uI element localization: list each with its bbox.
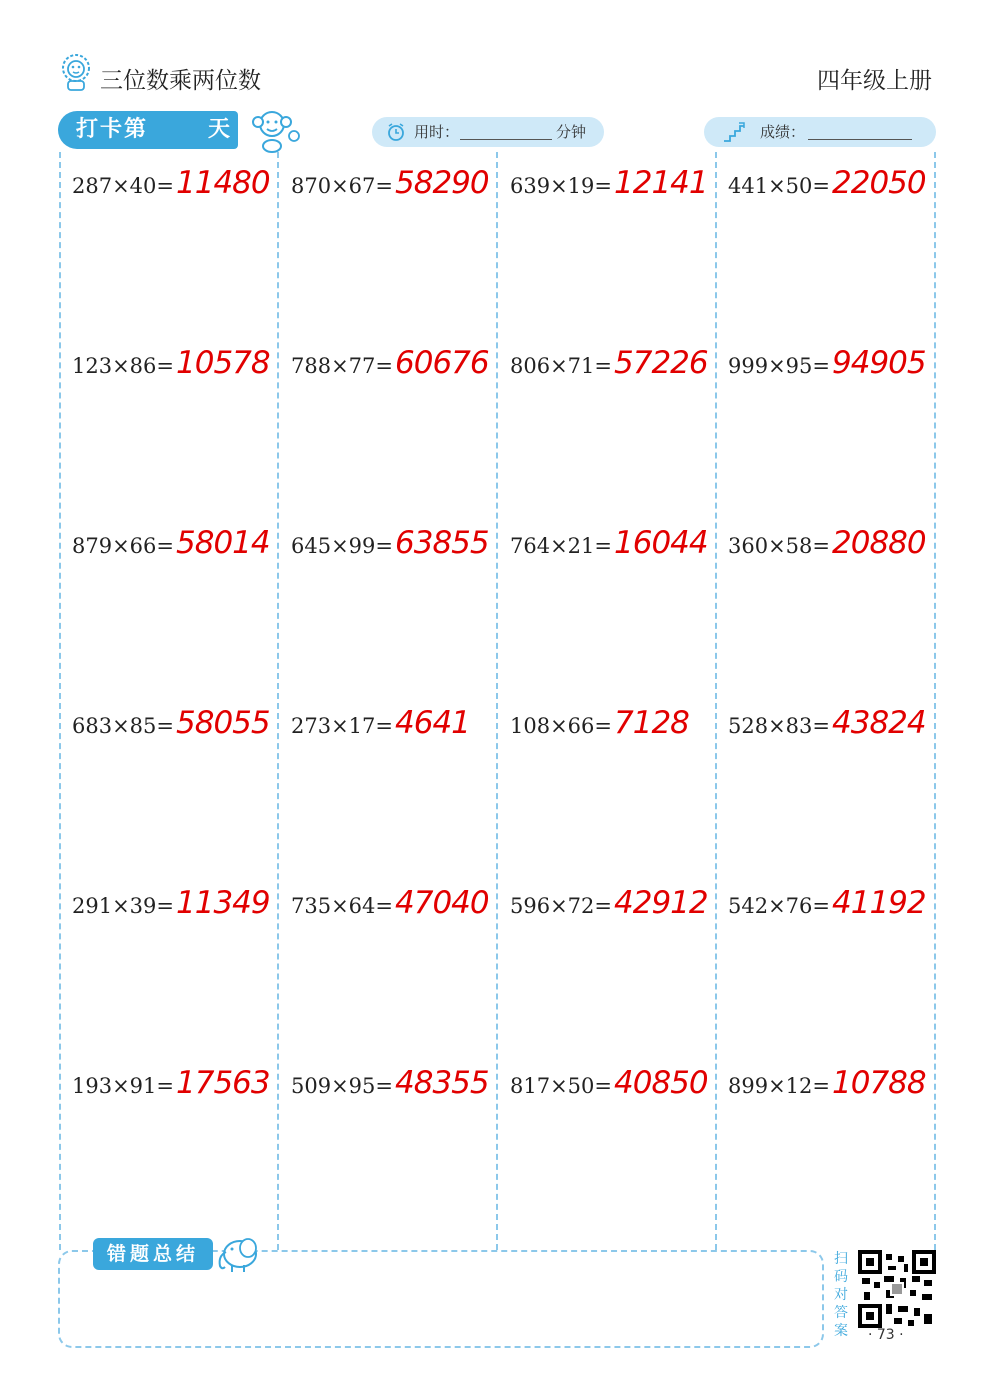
monkey-icon (248, 104, 304, 154)
column-divider (715, 152, 717, 1250)
problem-question: 870×67= (291, 174, 393, 198)
problem-item (728, 345, 926, 381)
stairs-icon (722, 121, 746, 143)
page-title: 三位数乘两位数 (100, 68, 261, 94)
handwritten-answer: 7128 (614, 705, 689, 741)
problem-item (728, 1065, 926, 1101)
handwritten-answer: 12141 (614, 165, 708, 201)
handwritten-answer: 11480 (176, 165, 270, 201)
problem-question: 596×72= (510, 894, 612, 918)
problem-question: 683×85= (72, 714, 174, 738)
handwritten-answer: 17563 (176, 1065, 270, 1101)
problem-question: 108×66= (510, 714, 612, 738)
handwritten-answer: 58290 (395, 165, 489, 201)
problem-item (291, 345, 489, 381)
problem-question: 291×39= (72, 894, 174, 918)
handwritten-answer: 4641 (395, 705, 470, 741)
problem-item (72, 885, 270, 921)
handwritten-answer: 16044 (614, 525, 708, 561)
checkin-label: 打卡第 (76, 117, 149, 142)
problem-question: 441×50= (728, 174, 830, 198)
column-divider (496, 152, 498, 1250)
problem-item (510, 1065, 708, 1101)
handwritten-answer: 10578 (176, 345, 270, 381)
problem-question: 287×40= (72, 174, 174, 198)
problem-item (72, 345, 270, 381)
handwritten-answer: 60676 (395, 345, 489, 381)
column-divider (59, 152, 61, 1250)
mistake-summary-label: 错题总结 (93, 1238, 213, 1270)
handwritten-answer: 58014 (176, 525, 270, 561)
handwritten-answer: 57226 (614, 345, 708, 381)
handwritten-answer: 11349 (176, 885, 270, 921)
problem-question: 999×95= (728, 354, 830, 378)
problem-item (510, 705, 689, 741)
problem-item (291, 525, 489, 561)
problem-item (72, 525, 270, 561)
clock-icon (386, 122, 406, 142)
problem-question: 899×12= (728, 1074, 830, 1098)
handwritten-answer: 43824 (832, 705, 926, 741)
problem-item (728, 885, 926, 921)
handwritten-answer: 48355 (395, 1065, 489, 1101)
scan-caption: 扫码对答案 (834, 1251, 848, 1339)
problem-item (72, 165, 270, 201)
problem-item (510, 885, 708, 921)
problem-question: 542×76= (728, 894, 830, 918)
problem-item (510, 165, 708, 201)
time-unit: 分钟 (556, 123, 587, 141)
problem-question: 806×71= (510, 354, 612, 378)
score-blank[interactable] (808, 121, 912, 140)
time-blank[interactable] (460, 121, 552, 140)
handwritten-answer: 41192 (832, 885, 926, 921)
problem-question: 817×50= (510, 1074, 612, 1098)
grade-label: 四年级上册 (817, 68, 932, 94)
checkin-tab (58, 111, 238, 149)
column-divider (277, 152, 279, 1250)
score-label: 成绩： (760, 123, 806, 141)
time-field (372, 117, 604, 147)
handwritten-answer: 20880 (832, 525, 926, 561)
problem-item (72, 1065, 270, 1101)
handwritten-answer: 40850 (614, 1065, 708, 1101)
problem-question: 273×17= (291, 714, 393, 738)
problem-item (72, 705, 270, 741)
time-label: 用时： (414, 123, 460, 141)
handwritten-answer: 58055 (176, 705, 270, 741)
problem-question: 788×77= (291, 354, 393, 378)
problem-question: 735×64= (291, 894, 393, 918)
problem-question: 645×99= (291, 534, 393, 558)
problem-question: 528×83= (728, 714, 830, 738)
problem-item (510, 345, 708, 381)
column-divider (934, 152, 936, 1250)
score-field (704, 117, 936, 147)
problem-question: 879×66= (72, 534, 174, 558)
problem-question: 509×95= (291, 1074, 393, 1098)
problem-item (291, 1065, 489, 1101)
problem-question: 764×21= (510, 534, 612, 558)
problem-item (728, 705, 926, 741)
handwritten-answer: 47040 (395, 885, 489, 921)
problem-question: 639×19= (510, 174, 612, 198)
problem-item (728, 525, 926, 561)
problem-item (510, 525, 708, 561)
handwritten-answer: 22050 (832, 165, 926, 201)
elephant-icon (214, 1230, 270, 1274)
handwritten-answer: 42912 (614, 885, 708, 921)
handwritten-answer: 10788 (832, 1065, 926, 1101)
page-number: · 73 · (868, 1327, 904, 1343)
problem-question: 193×91= (72, 1074, 174, 1098)
handwritten-answer: 63855 (395, 525, 489, 561)
checkin-day-suffix: 天 (208, 117, 231, 142)
problem-item (291, 705, 470, 741)
handwritten-answer: 94905 (832, 345, 926, 381)
problem-item (728, 165, 926, 201)
problem-item (291, 885, 489, 921)
problem-item (291, 165, 489, 201)
problem-question: 360×58= (728, 534, 830, 558)
problem-question: 123×86= (72, 354, 174, 378)
qr-code-icon[interactable] (858, 1250, 936, 1328)
lion-logo-icon (58, 52, 94, 92)
